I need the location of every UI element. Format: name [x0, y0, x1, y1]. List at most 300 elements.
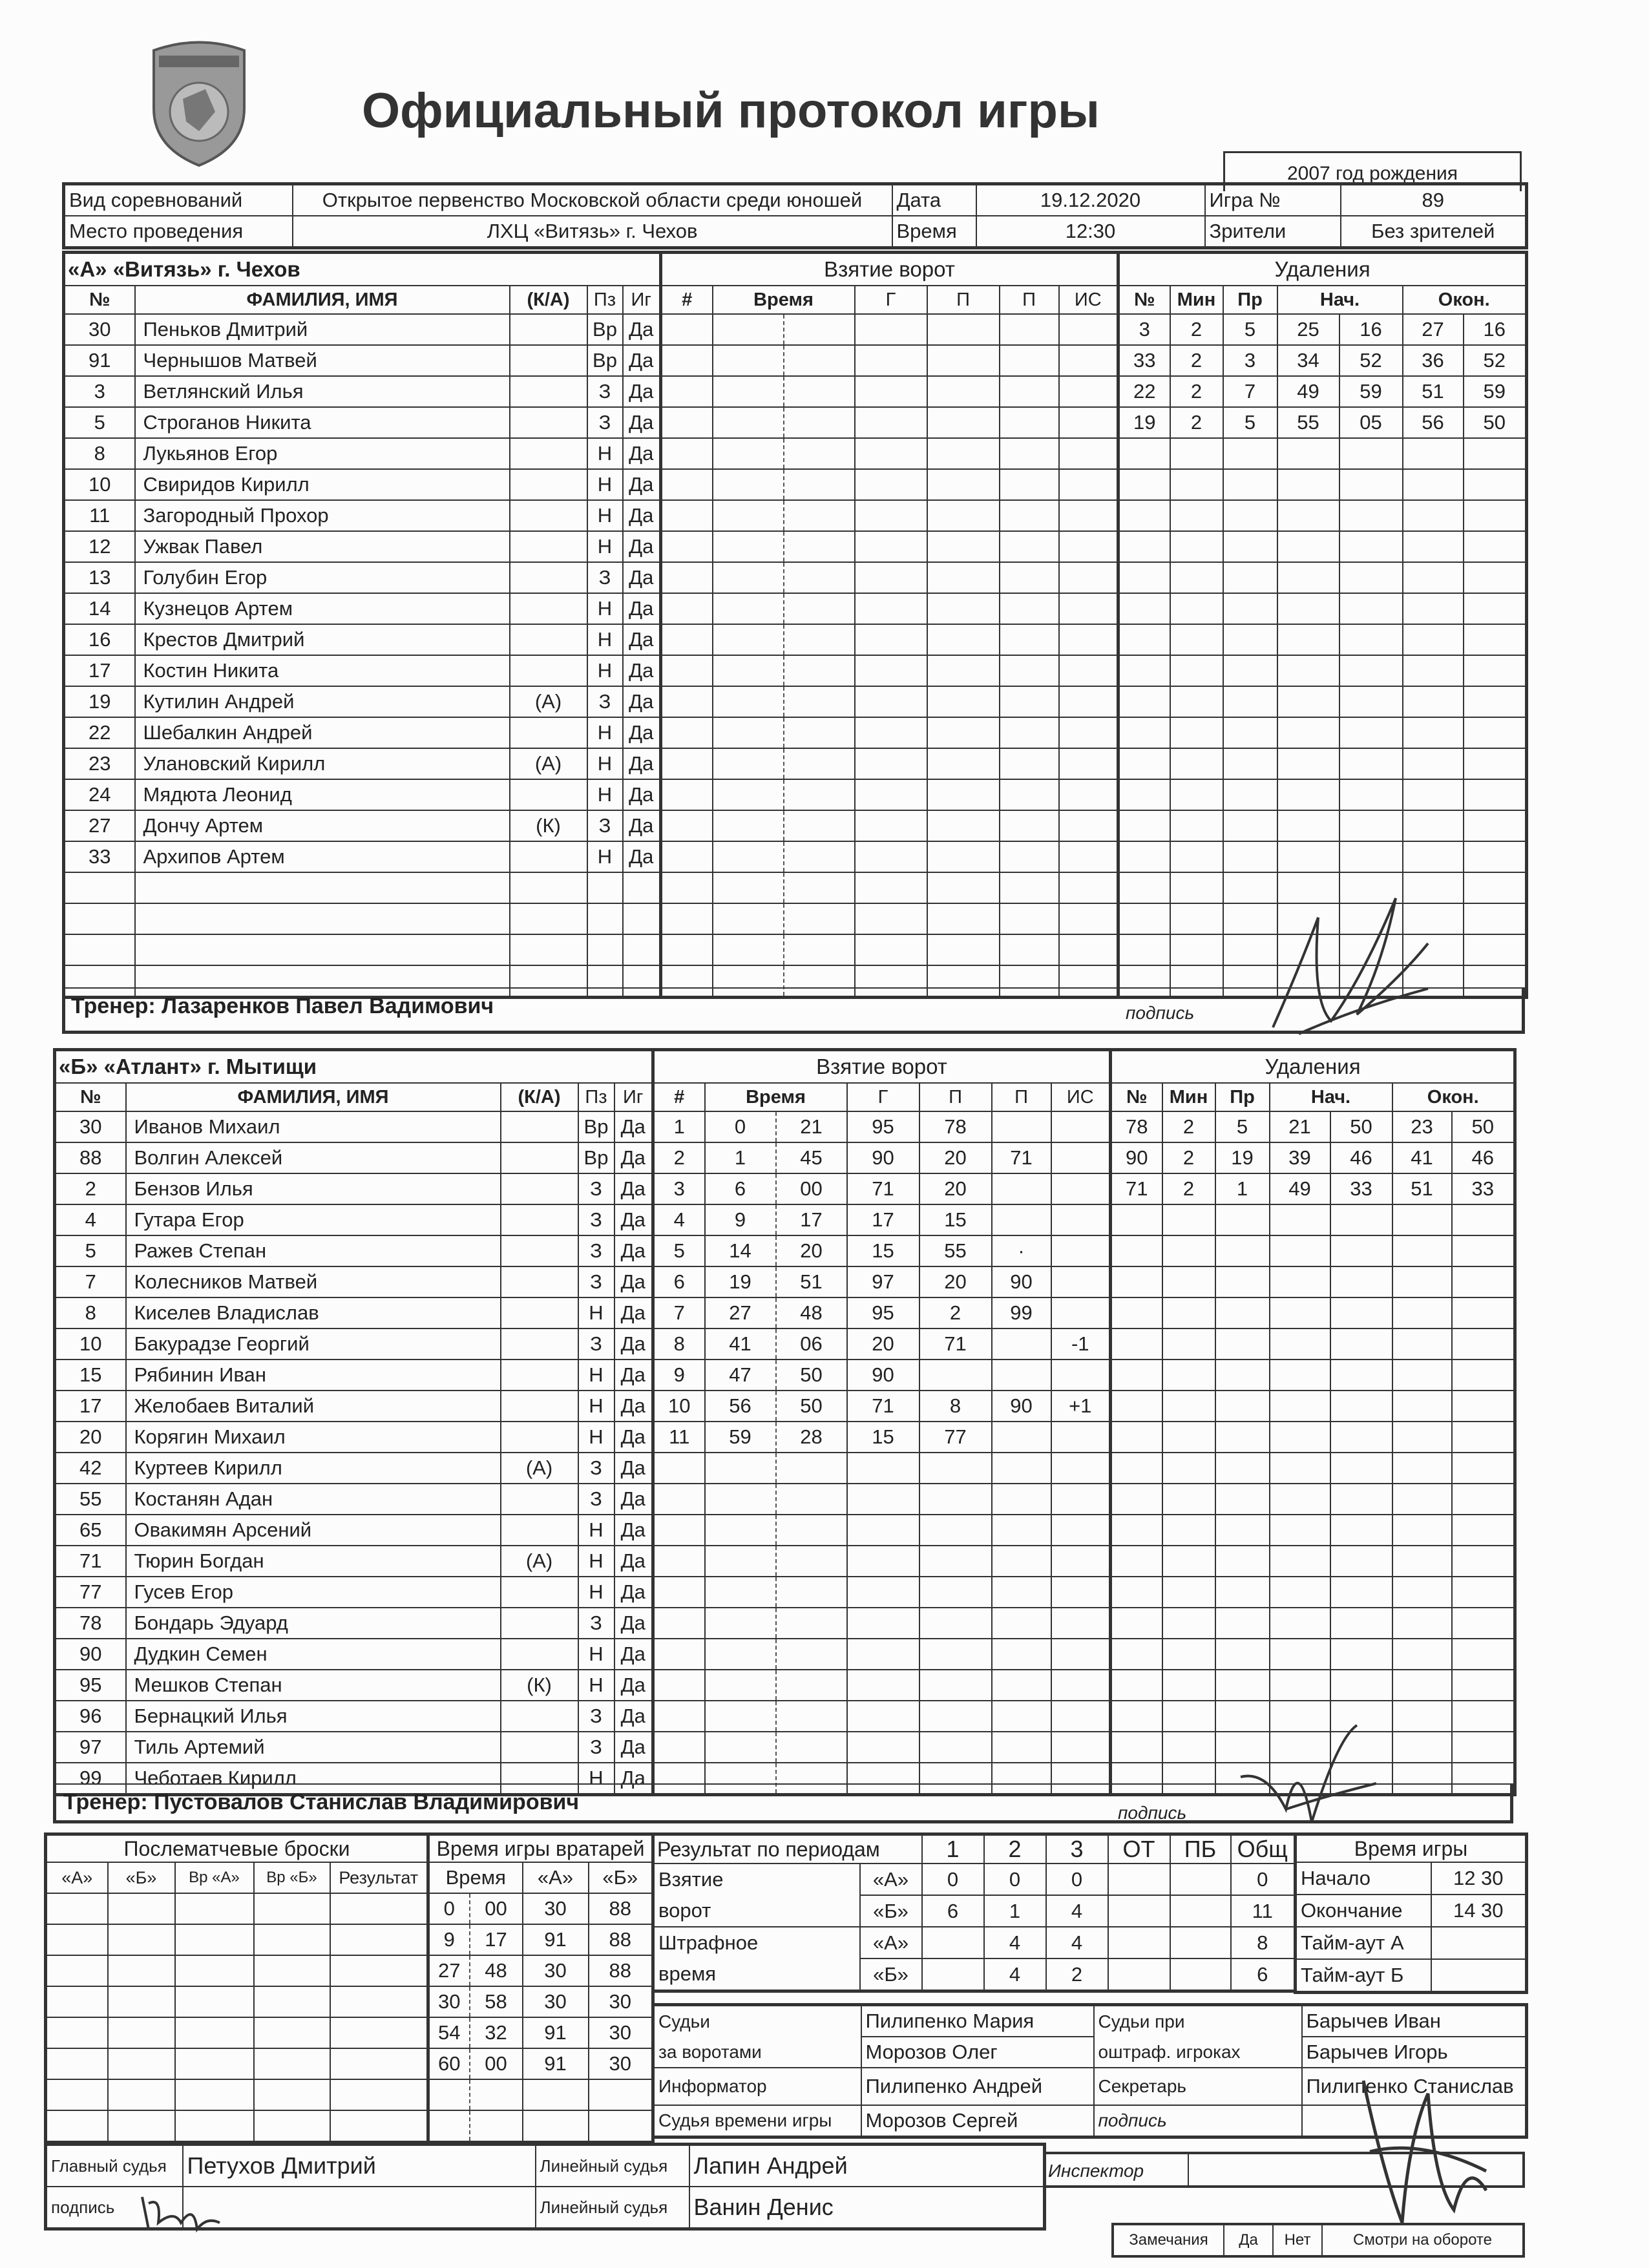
goal-second — [784, 810, 855, 841]
gk-team-b — [589, 2079, 653, 2110]
goal-second: 48 — [776, 1297, 847, 1328]
player-row — [64, 469, 661, 500]
head-ref-label: Главный судья — [46, 2145, 183, 2187]
penalty-row — [1111, 1515, 1515, 1546]
player-row — [64, 531, 661, 562]
gk-team-b: 88 — [589, 1893, 653, 1924]
goal-situation — [1059, 531, 1119, 562]
player-position: З — [587, 686, 623, 717]
penalty-start-min — [1277, 841, 1339, 872]
col-pen-num: № — [1119, 286, 1170, 314]
penalty-minutes — [1170, 655, 1223, 686]
penalty-end-sec: 59 — [1464, 376, 1527, 407]
goals-label-2: ворот — [653, 1895, 860, 1927]
goal-assist-2 — [992, 1453, 1051, 1484]
player-number: 24 — [64, 779, 135, 810]
penalty-end-min — [1403, 717, 1464, 748]
goal-row — [653, 1701, 1111, 1732]
gk-minute: 9 — [428, 1924, 470, 1955]
player-position: Н — [587, 717, 623, 748]
goal-second: 45 — [776, 1142, 847, 1173]
player-name: Голубин Егор — [135, 562, 510, 593]
goal-minute — [713, 779, 784, 810]
penalty-start-sec — [1330, 1639, 1392, 1670]
goal-row — [653, 1111, 1111, 1142]
penalty-end-min — [1392, 1670, 1452, 1701]
player-number: 42 — [55, 1453, 126, 1484]
pim-b-ot — [1108, 1958, 1170, 1991]
goal-number — [661, 562, 713, 593]
gk-row — [428, 1893, 653, 1924]
gk-second — [470, 2079, 523, 2110]
player-position: Н — [578, 1546, 614, 1577]
goal-scorer — [847, 1577, 919, 1608]
shootout-table — [44, 1832, 430, 2144]
player-role — [501, 1701, 578, 1732]
shootout-b — [108, 1955, 175, 1986]
penalty-end-sec — [1452, 1670, 1515, 1701]
game-label: Игра № — [1205, 184, 1341, 216]
col-pen-min: Мин — [1170, 286, 1223, 314]
shootout-b — [108, 2110, 175, 2143]
shootout-gk-b — [254, 1924, 330, 1955]
player-name: Архипов Артем — [135, 841, 510, 872]
goal-row — [661, 810, 1119, 841]
player-role: (А) — [510, 686, 587, 717]
player-row — [55, 1204, 653, 1235]
penalty-row — [1111, 1422, 1515, 1453]
goal-scorer — [855, 469, 927, 500]
goal-number — [661, 624, 713, 655]
shootout-title: Послематчевые броски — [46, 1834, 428, 1863]
penalty-end-sec — [1452, 1266, 1515, 1297]
player-name: Бернацкий Илья — [126, 1701, 501, 1732]
player-name: Мядюта Леонид — [135, 779, 510, 810]
shootout-gk-a — [175, 2110, 254, 2143]
player-played: Да — [623, 686, 661, 717]
player-position — [587, 934, 623, 965]
player-row — [64, 748, 661, 779]
goal-assist-1: 20 — [919, 1266, 992, 1297]
player-played: Да — [614, 1763, 653, 1795]
game-value: 89 — [1341, 184, 1527, 216]
penalty-start-sec — [1339, 748, 1403, 779]
player-name: Тюрин Богдан — [126, 1546, 501, 1577]
signature-secretary — [1344, 2042, 1499, 2239]
player-played: Да — [614, 1204, 653, 1235]
officials-signature-label: подпись — [1094, 2105, 1302, 2137]
col-pos: Пз — [587, 286, 623, 314]
penalty-player — [1111, 1235, 1162, 1266]
player-number: 3 — [64, 376, 135, 407]
player-number: 91 — [64, 345, 135, 376]
player-row — [64, 314, 661, 345]
penalty-start-sec — [1330, 1328, 1392, 1360]
col-pen-start: Нач. — [1277, 286, 1403, 314]
player-role — [501, 1297, 578, 1328]
goal-number — [661, 810, 713, 841]
player-played: Да — [614, 1639, 653, 1670]
penalty-end-sec — [1464, 624, 1527, 655]
shootout-gk-a — [175, 1955, 254, 1986]
player-role — [510, 531, 587, 562]
penalty-row — [1111, 1297, 1515, 1328]
goal-minute: 9 — [705, 1204, 776, 1235]
penalty-minutes — [1170, 934, 1223, 965]
penalty-row — [1119, 748, 1527, 779]
player-played: Да — [614, 1111, 653, 1142]
col-goal-time: Время — [713, 286, 855, 314]
player-role — [501, 1173, 578, 1204]
goal-number — [653, 1639, 705, 1670]
goal-minute: 41 — [705, 1328, 776, 1360]
penalty-end-min — [1403, 438, 1464, 469]
col-ka: (К/А) — [510, 286, 587, 314]
penalty-player — [1119, 500, 1170, 531]
team-b-signature-label: подпись — [1118, 1803, 1187, 1823]
shootout-col-gkb: Вр «Б» — [254, 1862, 330, 1893]
player-row — [64, 593, 661, 624]
penalty-start-min: 34 — [1277, 345, 1339, 376]
penalty-reason — [1215, 1391, 1270, 1422]
shootout-a — [46, 2048, 108, 2079]
goal-assist-1 — [927, 934, 1000, 965]
player-name: Бондарь Эдуард — [126, 1608, 501, 1639]
goal-assist-1 — [927, 903, 1000, 934]
goal-assist-1: 71 — [919, 1328, 992, 1360]
goals-team-b: «Б» — [860, 1895, 922, 1927]
player-played: Да — [623, 314, 661, 345]
col-pos: Пз — [578, 1083, 614, 1111]
gk-row — [428, 1924, 653, 1955]
penalty-player — [1119, 562, 1170, 593]
goal-minute — [713, 717, 784, 748]
player-position: Н — [587, 531, 623, 562]
goal-assist-2 — [1000, 779, 1059, 810]
goal-minute: 47 — [705, 1360, 776, 1391]
player-role — [510, 469, 587, 500]
goal-assist-1 — [927, 717, 1000, 748]
goal-situation — [1059, 469, 1119, 500]
penalty-end-sec: 50 — [1452, 1111, 1515, 1142]
goal-minute: 27 — [705, 1297, 776, 1328]
penalty-row — [1119, 469, 1527, 500]
goal-second — [776, 1515, 847, 1546]
shootout-result — [330, 2110, 428, 2143]
goal-minute — [705, 1484, 776, 1515]
player-number: 65 — [55, 1515, 126, 1546]
shootout-b — [108, 2079, 175, 2110]
penalty-end-sec — [1452, 1453, 1515, 1484]
goal-situation — [1059, 655, 1119, 686]
penalty-row — [1111, 1266, 1515, 1297]
penalty-row — [1111, 1453, 1515, 1484]
player-played: Да — [614, 1608, 653, 1639]
penalty-end-sec — [1464, 717, 1527, 748]
penalty-end-sec — [1464, 593, 1527, 624]
penalty-end-min — [1392, 1515, 1452, 1546]
penalty-minutes — [1162, 1670, 1215, 1701]
player-number: 14 — [64, 593, 135, 624]
player-name: Дончу Артем — [135, 810, 510, 841]
penalty-end-sec — [1464, 810, 1527, 841]
goal-situation — [1051, 1453, 1111, 1484]
goal-number: 1 — [653, 1111, 705, 1142]
player-role — [510, 345, 587, 376]
pim-label-1: Штрафное — [653, 1927, 860, 1958]
goal-minute — [713, 903, 784, 934]
goal-assist-1: 2 — [919, 1297, 992, 1328]
goal-assist-2 — [992, 1328, 1051, 1360]
col-goal-p2: П — [992, 1083, 1051, 1111]
player-position: З — [578, 1608, 614, 1639]
penalty-end-sec: 50 — [1464, 407, 1527, 438]
goal-row — [661, 345, 1119, 376]
goal-second: 21 — [776, 1111, 847, 1142]
player-number: 77 — [55, 1577, 126, 1608]
goals-a-p3: 0 — [1046, 1864, 1108, 1895]
penalty-row — [1119, 624, 1527, 655]
goal-second — [784, 593, 855, 624]
pim-team-b: «Б» — [860, 1958, 922, 1991]
goal-number — [653, 1732, 705, 1763]
col-pen-end: Окон. — [1403, 286, 1527, 314]
player-position: Н — [587, 438, 623, 469]
player-position: З — [578, 1453, 614, 1484]
player-row — [55, 1142, 653, 1173]
goal-row — [653, 1515, 1111, 1546]
player-name: Улановский Кирилл — [135, 748, 510, 779]
goal-scorer — [847, 1453, 919, 1484]
penalty-reason — [1215, 1608, 1270, 1639]
goal-situation — [1059, 376, 1119, 407]
player-position: Н — [578, 1515, 614, 1546]
goal-assist-1 — [919, 1360, 992, 1391]
penalty-minutes — [1162, 1422, 1215, 1453]
signature-head-ref — [136, 2184, 239, 2245]
penalty-end-sec — [1464, 438, 1527, 469]
player-position: Н — [578, 1577, 614, 1608]
player-row — [55, 1484, 653, 1515]
penalty-reason — [1215, 1515, 1270, 1546]
goal-assist-2 — [992, 1577, 1051, 1608]
team-b-goals — [651, 1048, 1112, 1796]
goal-assist-2 — [1000, 376, 1059, 407]
penalty-player — [1111, 1608, 1162, 1639]
penalty-player — [1119, 438, 1170, 469]
goal-scorer — [847, 1546, 919, 1577]
goal-minute — [713, 841, 784, 872]
gk-minute: 30 — [428, 1986, 470, 2017]
penalty-start-min — [1270, 1391, 1330, 1422]
penalty-reason — [1215, 1484, 1270, 1515]
goal-assist-2 — [1000, 314, 1059, 345]
goal-second — [776, 1701, 847, 1732]
player-name: Бензов Илья — [126, 1173, 501, 1204]
player-name: Свиридов Кирилл — [135, 469, 510, 500]
penalty-end-min: 51 — [1392, 1173, 1452, 1204]
player-number: 10 — [55, 1328, 126, 1360]
penalty-reason — [1215, 1577, 1270, 1608]
penalty-minutes — [1170, 748, 1223, 779]
player-number: 33 — [64, 841, 135, 872]
penalty-end-min — [1403, 593, 1464, 624]
pim-a-p1 — [922, 1927, 984, 1958]
secretary-label: Секретарь — [1094, 2068, 1302, 2105]
shootout-a — [46, 2017, 108, 2048]
penalty-start-sec: 16 — [1339, 314, 1403, 345]
penalty-player — [1111, 1701, 1162, 1732]
penalty-player — [1119, 593, 1170, 624]
goal-number: 11 — [653, 1422, 705, 1453]
player-played: Да — [623, 655, 661, 686]
goal-situation — [1051, 1173, 1111, 1204]
goal-assist-1 — [927, 407, 1000, 438]
penalty-minutes: 2 — [1170, 345, 1223, 376]
penalty-start-sec — [1330, 1422, 1392, 1453]
penalty-start-min — [1277, 655, 1339, 686]
penalty-start-min: 49 — [1277, 376, 1339, 407]
goal-assist-2 — [1000, 655, 1059, 686]
goal-minute: 19 — [705, 1266, 776, 1297]
gk-second: 17 — [470, 1924, 523, 1955]
player-position — [587, 903, 623, 934]
gk-team-b: 30 — [589, 1986, 653, 2017]
goal-scorer — [855, 686, 927, 717]
gk-team-a: 30 — [523, 1955, 589, 1986]
player-number: 10 — [64, 469, 135, 500]
goal-assist-1 — [927, 593, 1000, 624]
period-col-2: 2 — [984, 1834, 1046, 1864]
shootout-gk-b — [254, 2017, 330, 2048]
penalty-player — [1119, 717, 1170, 748]
penalty-end-sec — [1464, 934, 1527, 965]
player-role — [510, 779, 587, 810]
goal-minute — [713, 872, 784, 903]
penalty-start-min — [1277, 500, 1339, 531]
goal-situation — [1051, 1142, 1111, 1173]
player-played: Да — [614, 1360, 653, 1391]
penalty-end-sec — [1464, 562, 1527, 593]
linesman-label-2: Линейный судья — [536, 2187, 689, 2229]
penalty-row — [1111, 1546, 1515, 1577]
penalty-minutes — [1162, 1266, 1215, 1297]
gk-row — [428, 2110, 653, 2143]
penalty-start-min — [1277, 748, 1339, 779]
gk-minute: 0 — [428, 1893, 470, 1924]
penalty-row — [1119, 810, 1527, 841]
penalty-reason — [1223, 624, 1277, 655]
secretary: Пилипенко Станислав — [1302, 2068, 1527, 2105]
goal-assist-1: 78 — [919, 1111, 992, 1142]
player-played: Да — [614, 1484, 653, 1515]
player-position: Н — [578, 1670, 614, 1701]
goal-assist-1: 55 — [919, 1235, 992, 1266]
player-position: Н — [578, 1639, 614, 1670]
penalty-reason — [1223, 655, 1277, 686]
goal-scorer — [855, 903, 927, 934]
player-name: Лукьянов Егор — [135, 438, 510, 469]
player-name — [135, 934, 510, 965]
time-label: Время — [892, 216, 976, 248]
penalty-row — [1119, 655, 1527, 686]
penalty-minutes — [1170, 438, 1223, 469]
player-played: Да — [614, 1297, 653, 1328]
penalty-start-min — [1270, 1577, 1330, 1608]
col-goal-p1: П — [927, 286, 1000, 314]
goal-assist-2: 99 — [992, 1297, 1051, 1328]
goal-assist-1 — [919, 1701, 992, 1732]
goal-row — [653, 1453, 1111, 1484]
goal-situation — [1059, 934, 1119, 965]
penalty-end-min — [1392, 1297, 1452, 1328]
player-played: Да — [623, 717, 661, 748]
goal-number — [661, 407, 713, 438]
timeout-a-value — [1431, 1927, 1527, 1959]
player-role — [501, 1235, 578, 1266]
game-time-table — [1294, 1832, 1528, 1994]
goal-row — [661, 624, 1119, 655]
penalty-end-min — [1392, 1266, 1452, 1297]
goal-number: 4 — [653, 1204, 705, 1235]
logo — [147, 37, 251, 167]
player-played — [623, 903, 661, 934]
player-row — [55, 1391, 653, 1422]
goal-row — [653, 1173, 1111, 1204]
goal-assist-2 — [992, 1204, 1051, 1235]
col-pen-num: № — [1111, 1083, 1162, 1111]
penalty-start-sec: 59 — [1339, 376, 1403, 407]
goal-second — [784, 872, 855, 903]
goal-situation — [1051, 1732, 1111, 1763]
player-name: Гутара Егор — [126, 1204, 501, 1235]
penalty-row — [1119, 500, 1527, 531]
goal-situation — [1059, 779, 1119, 810]
penalty-end-sec — [1464, 779, 1527, 810]
goal-minute — [713, 376, 784, 407]
penalty-row — [1119, 562, 1527, 593]
goal-scorer — [855, 934, 927, 965]
team-a-coach: Тренер: Лазаренков Павел Вадимович — [71, 994, 494, 1018]
team-a-penalties-title: Удаления — [1119, 253, 1527, 286]
penalty-end-min — [1403, 779, 1464, 810]
penalty-minutes — [1162, 1701, 1215, 1732]
penalty-end-sec — [1452, 1639, 1515, 1670]
goal-row — [653, 1266, 1111, 1297]
goal-scorer: 90 — [847, 1142, 919, 1173]
penalty-end-min — [1392, 1204, 1452, 1235]
penalty-row — [1111, 1608, 1515, 1639]
player-row — [55, 1266, 653, 1297]
shootout-gk-b — [254, 2110, 330, 2143]
player-number: 90 — [55, 1639, 126, 1670]
penalty-player — [1119, 903, 1170, 934]
goal-assist-1 — [927, 779, 1000, 810]
player-position: Н — [587, 748, 623, 779]
player-row — [55, 1546, 653, 1577]
player-played — [623, 934, 661, 965]
goal-assist-1 — [927, 872, 1000, 903]
player-played: Да — [623, 810, 661, 841]
player-role — [501, 1204, 578, 1235]
goal-scorer: 95 — [847, 1111, 919, 1142]
penalty-start-sec — [1330, 1297, 1392, 1328]
player-number: 99 — [55, 1763, 126, 1795]
penalty-end-min — [1403, 686, 1464, 717]
goal-second — [784, 841, 855, 872]
penalty-end-sec — [1464, 748, 1527, 779]
shootout-gk-b — [254, 1955, 330, 1986]
